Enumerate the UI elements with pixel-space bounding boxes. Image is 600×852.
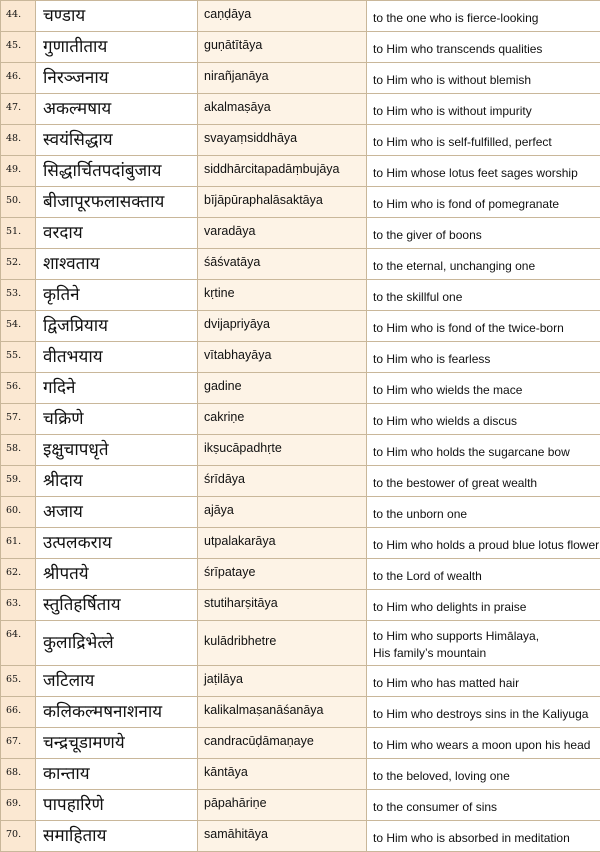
english-meaning — [367, 32, 600, 63]
row-number: 50. — [1, 187, 36, 218]
devanagari-name: इक्षुचापधृते — [36, 435, 198, 466]
transliteration: pāpahāriṇe — [198, 790, 367, 821]
devanagari-name: अजाय — [36, 497, 198, 528]
row-number: 69. — [1, 790, 36, 821]
english-meaning — [367, 790, 600, 821]
devanagari-name: कुलाद्रिभेत्ले — [36, 621, 198, 666]
transliteration: stutiharṣitāya — [198, 590, 367, 621]
transliteration: siddhārcitapadāṃbujāya — [198, 156, 367, 187]
english-meaning — [367, 728, 600, 759]
table-row — [1, 528, 600, 559]
transliteration: ikṣucāpadhṛte — [198, 435, 367, 466]
table-row — [1, 342, 600, 373]
meaning-line: to Him who is fond of the twice-born — [373, 320, 600, 337]
table-row — [1, 32, 600, 63]
row-number: 59. — [1, 466, 36, 497]
english-meaning — [367, 697, 600, 728]
english-meaning — [367, 187, 600, 218]
transliteration: candracūḍāmaṇaye — [198, 728, 367, 759]
english-meaning — [367, 63, 600, 94]
meaning-line: to Him who holds the sugarcane bow — [373, 444, 600, 461]
table-row — [1, 404, 600, 435]
devanagari-name: गदिने — [36, 373, 198, 404]
devanagari-name: श्रीदाय — [36, 466, 198, 497]
table-row — [1, 466, 600, 497]
english-meaning — [367, 759, 600, 790]
row-number: 51. — [1, 218, 36, 249]
transliteration: gadine — [198, 373, 367, 404]
meaning-line: to Him who is without impurity — [373, 103, 600, 120]
meaning-line: to Him who delights in praise — [373, 599, 600, 616]
transliteration: vītabhayāya — [198, 342, 367, 373]
devanagari-name: कलिकल्मषनाशनाय — [36, 697, 198, 728]
names-table-body — [1, 1, 600, 852]
devanagari-name: शाश्वताय — [36, 249, 198, 280]
devanagari-name: कृतिने — [36, 280, 198, 311]
meaning-line: to Him who is fearless — [373, 351, 600, 368]
row-number: 62. — [1, 559, 36, 590]
transliteration: nirañjanāya — [198, 63, 367, 94]
devanagari-name: स्वयंसिद्धाय — [36, 125, 198, 156]
table-row — [1, 821, 600, 852]
english-meaning — [367, 1, 600, 32]
english-meaning — [367, 466, 600, 497]
transliteration: ajāya — [198, 497, 367, 528]
meaning-line: to the beloved, loving one — [373, 768, 600, 785]
meaning-line: to Him who is absorbed in meditation — [373, 830, 600, 847]
transliteration: kāntāya — [198, 759, 367, 790]
row-number: 60. — [1, 497, 36, 528]
table-row — [1, 187, 600, 218]
transliteration: bījāpūraphalāsaktāya — [198, 187, 367, 218]
transliteration: kalikalmaṣanāśanāya — [198, 697, 367, 728]
english-meaning — [367, 404, 600, 435]
meaning-line: to the one who is fierce-looking — [373, 10, 600, 27]
meaning-line: to the skillful one — [373, 289, 600, 306]
english-meaning — [367, 528, 600, 559]
meaning-line: to Him who transcends qualities — [373, 41, 600, 58]
transliteration: caṇḍāya — [198, 1, 367, 32]
row-number: 53. — [1, 280, 36, 311]
meaning-line: to Him who supports Himālaya, — [373, 628, 600, 645]
row-number: 57. — [1, 404, 36, 435]
devanagari-name: पापहारिणे — [36, 790, 198, 821]
devanagari-name: निरञ्जनाय — [36, 63, 198, 94]
meaning-line: His family’s mountain — [373, 645, 600, 662]
english-meaning — [367, 559, 600, 590]
row-number: 54. — [1, 311, 36, 342]
english-meaning — [367, 218, 600, 249]
devanagari-name: बीजापूरफलासक्ताय — [36, 187, 198, 218]
row-number: 65. — [1, 666, 36, 697]
row-number: 47. — [1, 94, 36, 125]
row-number: 52. — [1, 249, 36, 280]
row-number: 55. — [1, 342, 36, 373]
devanagari-name: जटिलाय — [36, 666, 198, 697]
english-meaning — [367, 497, 600, 528]
table-row — [1, 125, 600, 156]
table-row — [1, 759, 600, 790]
meaning-line: to the eternal, unchanging one — [373, 258, 600, 275]
english-meaning — [367, 342, 600, 373]
table-row — [1, 280, 600, 311]
meaning-line: to Him who destroys sins in the Kaliyuga — [373, 706, 600, 723]
english-meaning — [367, 435, 600, 466]
row-number: 46. — [1, 63, 36, 94]
table-row — [1, 373, 600, 404]
transliteration: samāhitāya — [198, 821, 367, 852]
row-number: 45. — [1, 32, 36, 63]
meaning-line: to the bestower of great wealth — [373, 475, 600, 492]
transliteration: kulādribhetre — [198, 621, 367, 666]
transliteration: akalmaṣāya — [198, 94, 367, 125]
transliteration: guṇātītāya — [198, 32, 367, 63]
devanagari-name: सिद्धार्चितपदांबुजाय — [36, 156, 198, 187]
devanagari-name: चन्द्रचूडामणये — [36, 728, 198, 759]
meaning-line: to Him who is without blemish — [373, 72, 600, 89]
transliteration: utpalakarāya — [198, 528, 367, 559]
english-meaning — [367, 249, 600, 280]
table-row — [1, 559, 600, 590]
english-meaning — [367, 373, 600, 404]
devanagari-name: वरदाय — [36, 218, 198, 249]
table-row — [1, 497, 600, 528]
table-row — [1, 63, 600, 94]
meaning-line: to the unborn one — [373, 506, 600, 523]
meaning-line: to Him who is self-fulfilled, perfect — [373, 134, 600, 151]
meaning-line: to the Lord of wealth — [373, 568, 600, 585]
table-row — [1, 435, 600, 466]
row-number: 49. — [1, 156, 36, 187]
row-number: 70. — [1, 821, 36, 852]
english-meaning — [367, 590, 600, 621]
row-number: 56. — [1, 373, 36, 404]
transliteration: śrīdāya — [198, 466, 367, 497]
row-number: 44. — [1, 1, 36, 32]
row-number: 64. — [1, 621, 36, 666]
devanagari-name: चक्रिणे — [36, 404, 198, 435]
table-row — [1, 311, 600, 342]
transliteration: śāśvatāya — [198, 249, 367, 280]
transliteration: dvijapriyāya — [198, 311, 367, 342]
meaning-line: to Him who is fond of pomegranate — [373, 196, 600, 213]
transliteration: cakriṇe — [198, 404, 367, 435]
meaning-line: to Him who holds a proud blue lotus flower — [373, 537, 600, 554]
meaning-line: to Him who wields a discus — [373, 413, 600, 430]
meaning-line: to Him whose lotus feet sages worship — [373, 165, 600, 182]
meaning-line: to the consumer of sins — [373, 799, 600, 816]
devanagari-name: कान्ताय — [36, 759, 198, 790]
meaning-line: to the giver of boons — [373, 227, 600, 244]
devanagari-name: स्तुतिहर्षिताय — [36, 590, 198, 621]
devanagari-name: वीतभयाय — [36, 342, 198, 373]
row-number: 48. — [1, 125, 36, 156]
table-row — [1, 94, 600, 125]
transliteration: kṛtine — [198, 280, 367, 311]
devanagari-name: चण्डाय — [36, 1, 198, 32]
english-meaning — [367, 94, 600, 125]
table-row — [1, 621, 600, 666]
english-meaning — [367, 280, 600, 311]
english-meaning — [367, 621, 600, 666]
devanagari-name: द्विजप्रियाय — [36, 311, 198, 342]
devanagari-name: श्रीपतये — [36, 559, 198, 590]
transliteration: svayaṃsiddhāya — [198, 125, 367, 156]
table-row — [1, 697, 600, 728]
meaning-line: to Him who has matted hair — [373, 675, 600, 692]
transliteration: jaṭilāya — [198, 666, 367, 697]
transliteration: śrīpataye — [198, 559, 367, 590]
transliteration: varadāya — [198, 218, 367, 249]
devanagari-name: समाहिताय — [36, 821, 198, 852]
devanagari-name: गुणातीताय — [36, 32, 198, 63]
devanagari-name: उत्पलकराय — [36, 528, 198, 559]
english-meaning — [367, 666, 600, 697]
table-row — [1, 590, 600, 621]
row-number: 66. — [1, 697, 36, 728]
english-meaning — [367, 125, 600, 156]
row-number: 68. — [1, 759, 36, 790]
devanagari-name: अकल्मषाय — [36, 94, 198, 125]
row-number: 58. — [1, 435, 36, 466]
english-meaning — [367, 156, 600, 187]
meaning-line: to Him who wears a moon upon his head — [373, 737, 600, 754]
table-row — [1, 790, 600, 821]
table-row — [1, 218, 600, 249]
row-number: 61. — [1, 528, 36, 559]
english-meaning — [367, 311, 600, 342]
row-number: 63. — [1, 590, 36, 621]
english-meaning — [367, 821, 600, 852]
row-number: 67. — [1, 728, 36, 759]
table-row — [1, 156, 600, 187]
table-row — [1, 1, 600, 32]
table-row — [1, 728, 600, 759]
table-row — [1, 666, 600, 697]
table-row — [1, 249, 600, 280]
meaning-line: to Him who wields the mace — [373, 382, 600, 399]
